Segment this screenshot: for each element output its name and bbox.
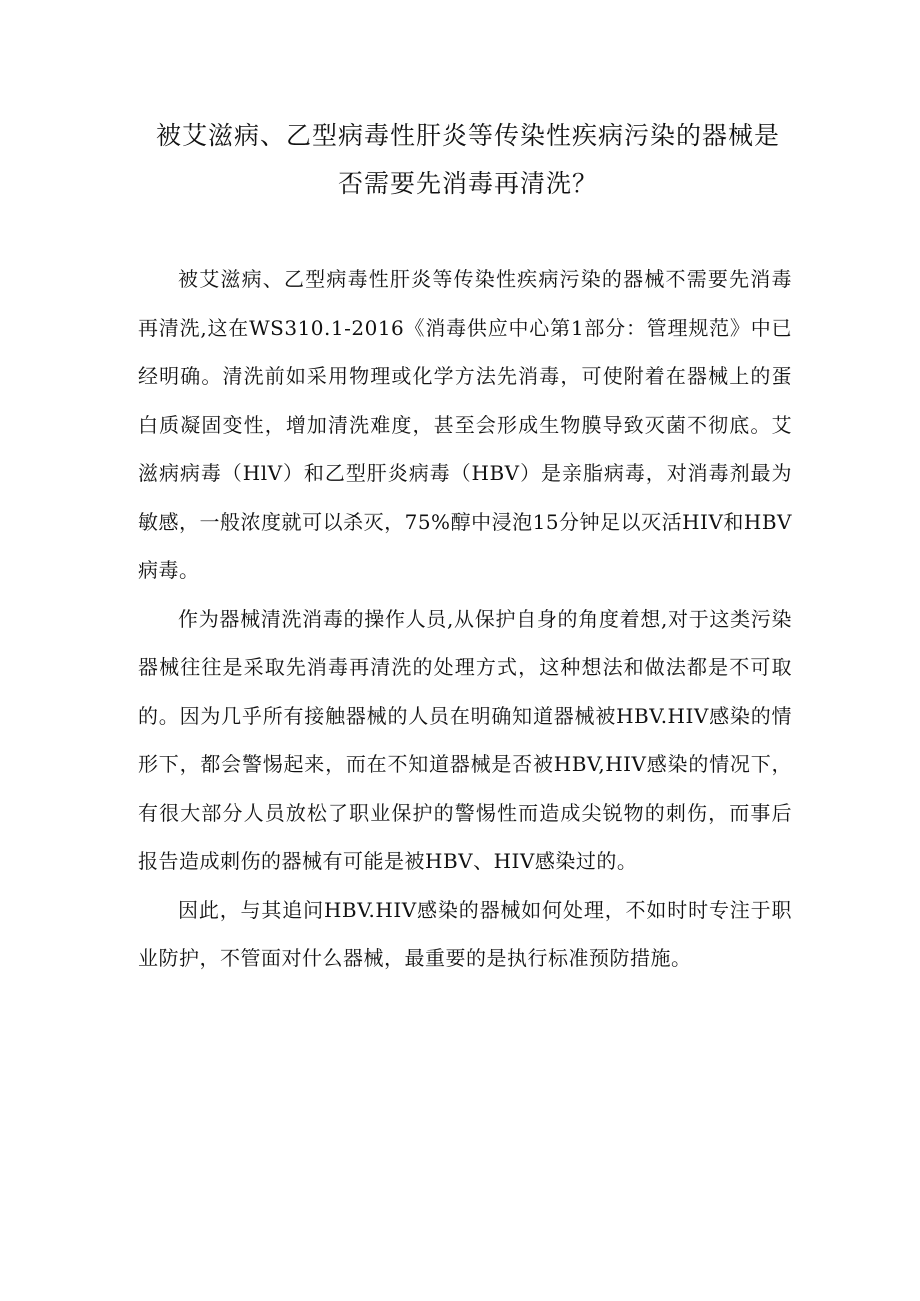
- paragraph-2: 作为器械清洗消毒的操作人员,从保护自身的角度着想,对于这类污染器械往往是采取先消毒再清洗的处理方式，这种想法和做法都是不可取的。因为几乎所有接触器械的人员在明确知道器械被HBV.HIV感染的情形下，都会警惕起来，而在不知道器械是否被HBV,HIV感染的情况下，有很大部分人员放松了职业保护的警惕性而造成尖锐物的刺伤，而事后报告造成刺伤的器械有可能是被HBV、HIV感染过的。: [138, 606, 792, 873]
- title-line-1: 被艾滋病、乙型病毒性肝炎等传染性疾病污染的器械是: [155, 121, 780, 150]
- title-line-2: 否需要先消毒再清洗？: [337, 169, 598, 198]
- document-title: [138, 112, 798, 208]
- paragraph-1: 被艾滋病、乙型病毒性肝炎等传染性疾病污染的器械不需要先消毒再清洗,这在WS310.1-2016《消毒供应中心第1部分：管理规范》中已经明确。清洗前如采用物理或化学方法先消毒，可使附着在器械上的蛋白质凝固变性，增加清洗难度，甚至会形成生物膜导致灭菌不彻底。艾滋病病毒（HlV）和乙型肝炎病毒（HBV）是亲脂病毒，对消毒剂最为敏感，一般浓度就可以杀灭，75%醇中浸泡15分钟足以灭活HIV和HBV病毒。: [138, 267, 792, 582]
- paragraph-3: 因此，与其追问HBV.HIV感染的器械如何处理，不如时时专注于职业防护，不管面对什么器械，最重要的是执行标准预防措施。: [138, 897, 792, 970]
- document-body: [138, 255, 792, 983]
